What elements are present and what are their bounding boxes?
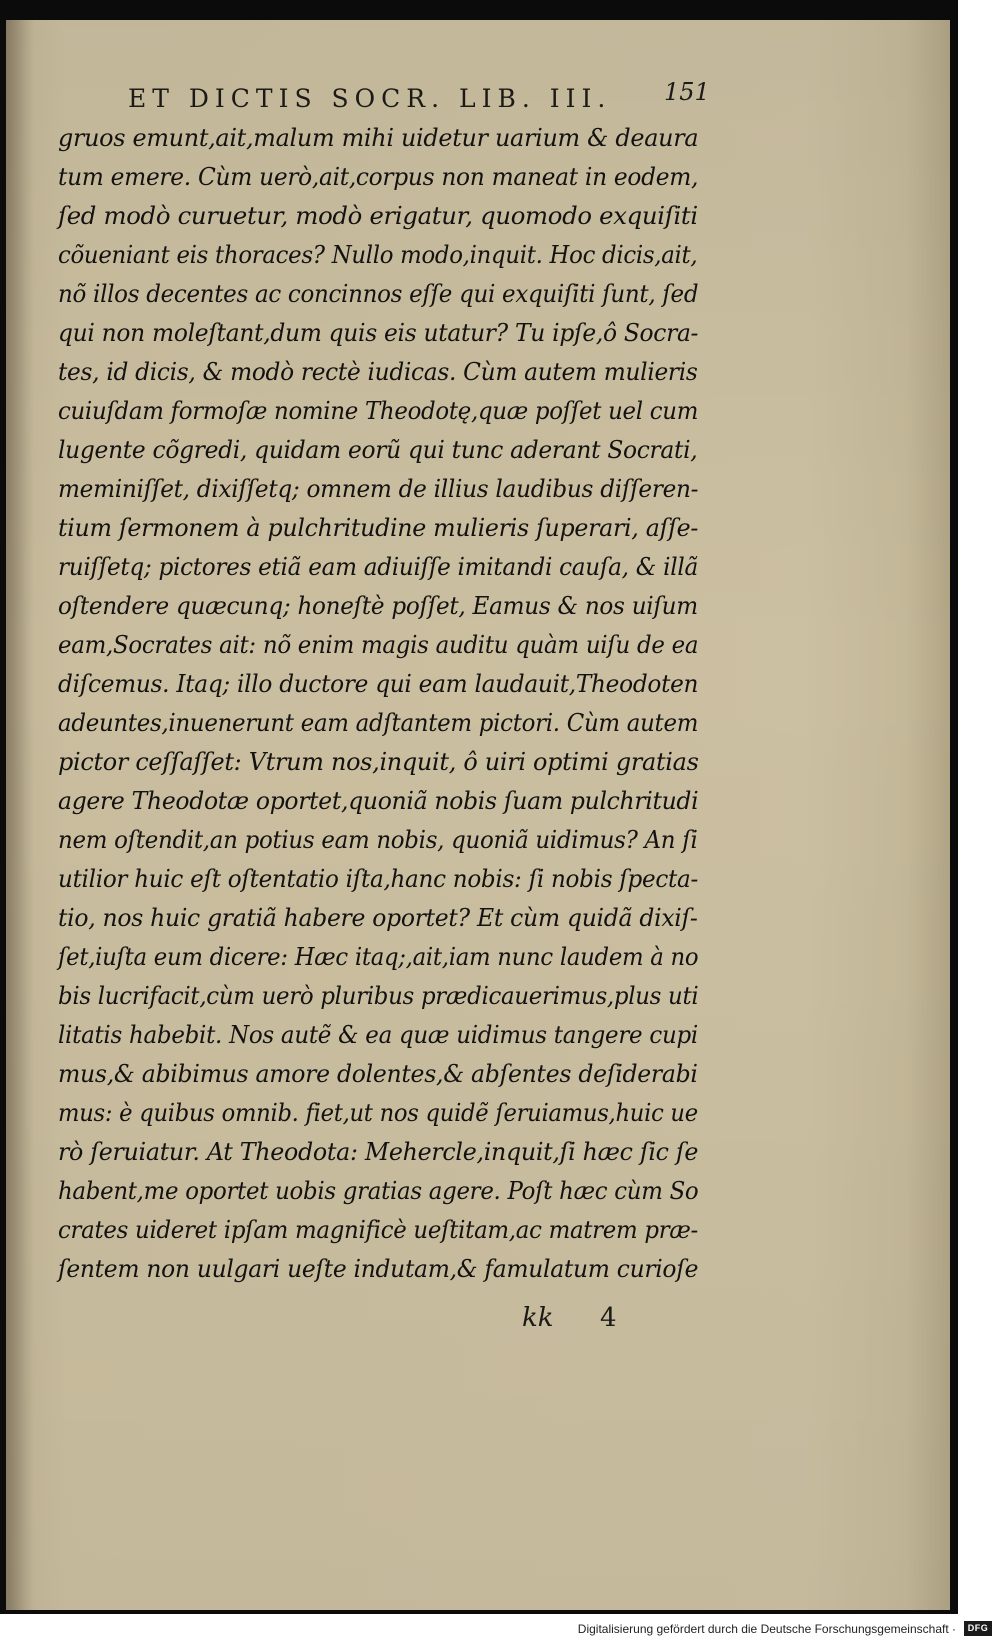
text-line-13: oſtendere quæcunq; honeſtè poſſet, Eamus & nos uiſum xyxy=(58,591,698,620)
text-line-10: meminiſſet, dixiſſetq; omnem de illius laudibus diſſeren- xyxy=(58,474,699,503)
signature-mark: kk xyxy=(522,1303,554,1333)
folio-number: 4 xyxy=(600,1303,617,1333)
text-line-3: ſed modò curuetur, modò erigatur, quomodo exquiſiti xyxy=(58,201,698,230)
text-line-30: ſentem non uulgari ueſte indutam,& famulatum curioſe xyxy=(58,1254,699,1283)
text-line-6: qui non moleſtant,dum quis eis utatur? Tu ipſe,ô Socra- xyxy=(58,318,699,347)
text-line-9: lugente cõgredi, quidam eorũ qui tunc aderant Socrati, xyxy=(58,435,698,464)
text-line-23: bis lucrifacit,cùm uerò pluribus prædicauerimus,plus uti xyxy=(58,981,699,1010)
gutter-shadow xyxy=(6,20,34,1610)
text-line-14: eam,Socrates ait: nõ enim magis auditu quàm uiſu de ea xyxy=(58,630,699,659)
funding-credit: Digitalisierung gefördert durch die Deutsche Forschungsgemeinschaft · xyxy=(577,1622,956,1636)
text-line-1: gruos emunt,ait,malum mihi uidetur uarium & deaura xyxy=(58,123,699,152)
text-line-17: pictor ceſſaſſet: Vtrum nos,inquit, ô uiri optimi gratias xyxy=(58,747,699,776)
text-line-26: mus: è quibus omnib. fiet,ut nos quidẽ ſeruiamus,huic ue xyxy=(58,1098,698,1127)
page-number: 151 xyxy=(664,78,710,106)
text-line-2: tum emere. Cùm uerò,ait,corpus non maneat in eodem, xyxy=(58,162,699,191)
main-text-block xyxy=(58,118,718,1318)
text-line-12: ruiſſetq; pictores etiã eam adiuiſſe imitandi cauſa, & illã xyxy=(58,552,698,581)
text-line-11: tium ſermonem à pulchritudine mulieris ſuperari, aſſe- xyxy=(58,513,699,542)
text-line-15: diſcemus. Itaq; illo ductore qui eam laudauit,Theodoten xyxy=(58,669,699,698)
running-head: ET DICTIS SOCR. LIB. III. xyxy=(128,84,612,113)
dfg-logo: DFG xyxy=(964,1621,992,1636)
text-line-28: habent,me oportet uobis gratias agere. Poſt hæc cùm So xyxy=(58,1176,699,1205)
text-line-5: nõ illos decentes ac concinnos eſſe qui exquiſiti ſunt, ſed xyxy=(58,279,699,308)
text-line-16: adeuntes,inuenerunt eam adſtantem pictori. Cùm autem xyxy=(58,708,699,737)
text-line-4: cõueniant eis thoraces? Nullo modo,inquit. Hoc dicis,ait, xyxy=(58,240,698,269)
text-line-18: agere Theodotæ oportet,quoniã nobis ſuam pulchritudi xyxy=(58,786,699,815)
text-line-29: crates uideret ipſam magnificè ueſtitam,ac matrem præ- xyxy=(58,1215,698,1244)
text-line-19: nem oſtendit,an potius eam nobis, quoniã uidimus? An ſi xyxy=(58,825,698,854)
text-line-20: utilior huic eſt oſtentatio iſta,hanc nobis: ſi nobis ſpecta- xyxy=(58,864,698,893)
text-line-25: mus,& abibimus amore dolentes,& abſentes deſiderabi xyxy=(58,1059,698,1088)
text-line-21: tio, nos huic gratiã habere oportet? Et cùm quidã dixiſ- xyxy=(58,903,698,932)
text-line-22: ſet,iuſta eum dicere: Hæc itaq;,ait,iam nunc laudem à no xyxy=(58,942,699,971)
text-line-24: litatis habebit. Nos autẽ & ea quæ uidimus tangere cupi xyxy=(58,1020,698,1049)
text-line-27: rò ſeruiatur. At Theodota: Mehercle,inquit,ſi hæc ſic ſe xyxy=(58,1137,699,1166)
text-line-7: tes, id dicis, & modò rectè iudicas. Cùm autem mulieris xyxy=(58,357,698,386)
text-line-8: cuiuſdam formoſæ nomine Theodotę,quæ poſſet uel cum xyxy=(58,396,699,425)
